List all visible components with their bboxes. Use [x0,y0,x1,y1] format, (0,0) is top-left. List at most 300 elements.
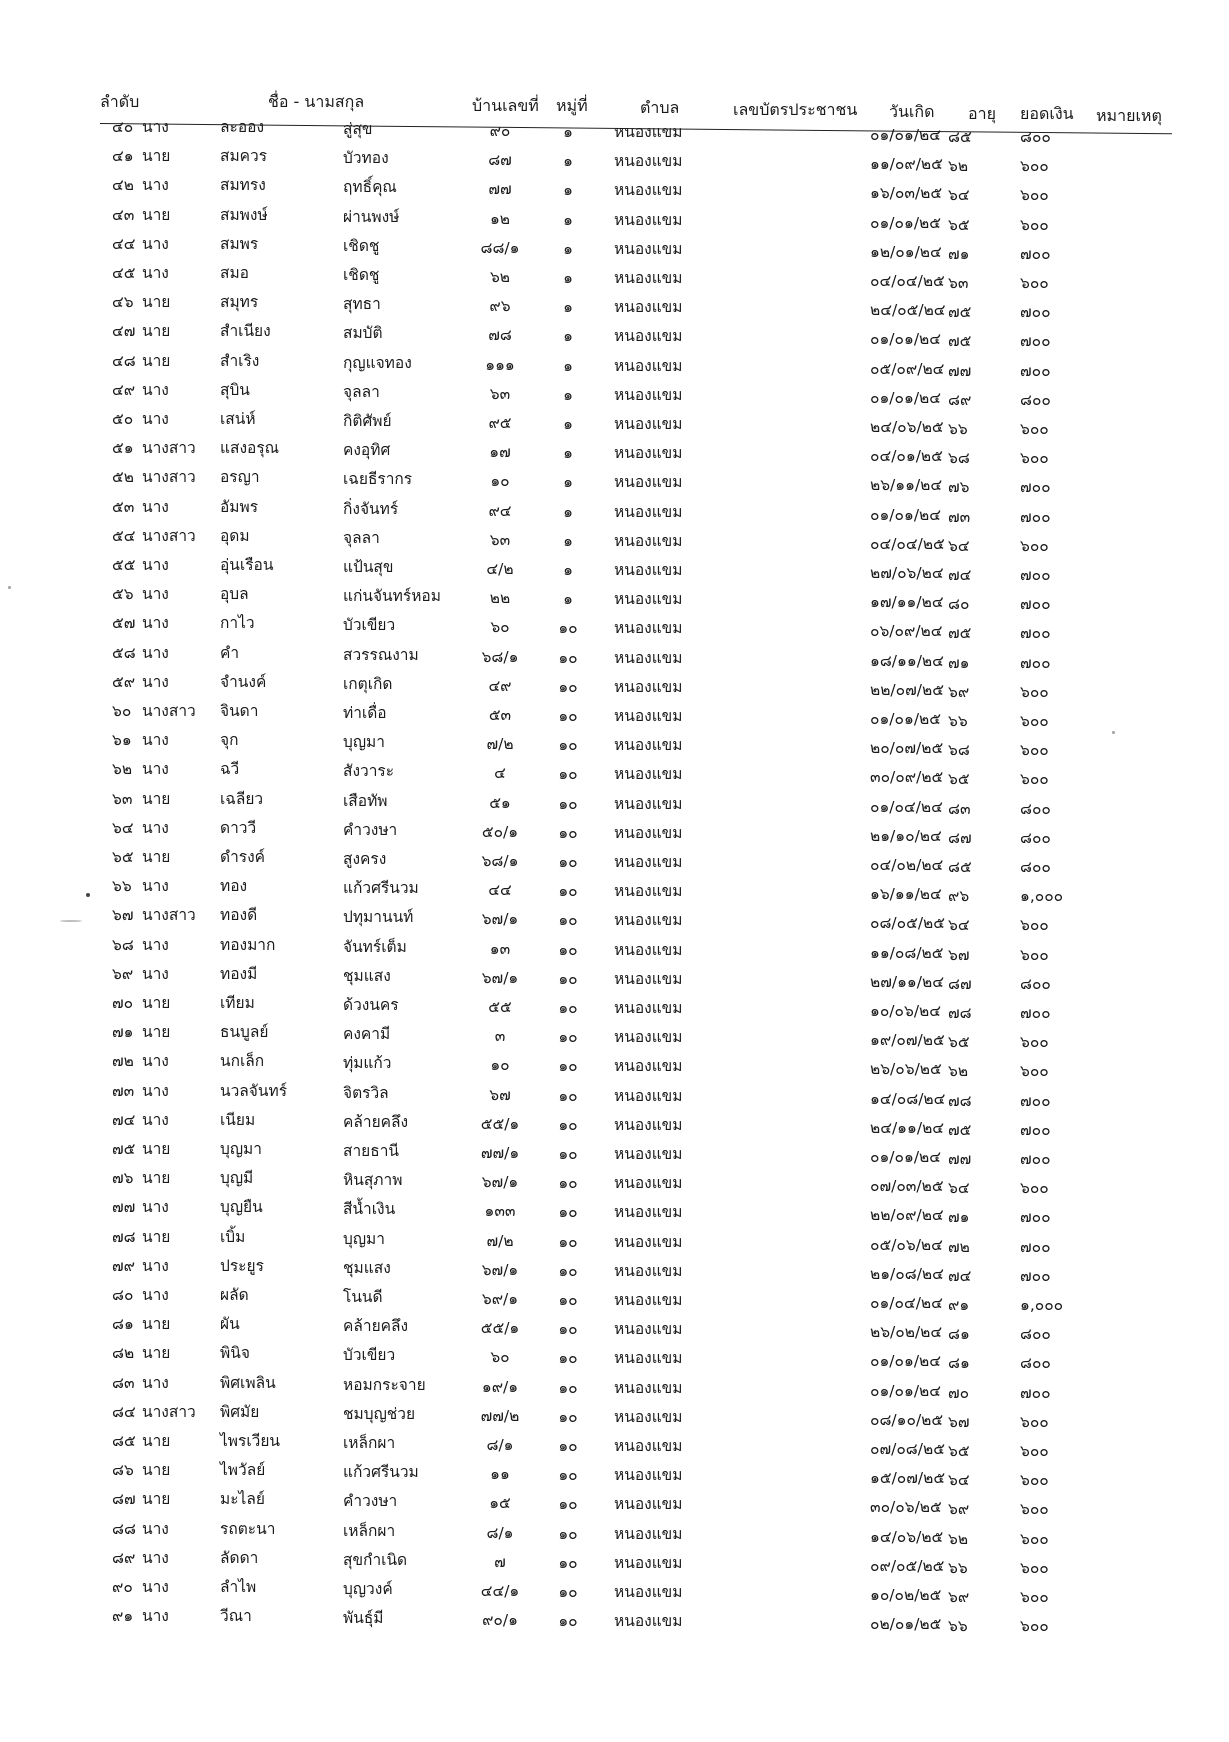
row-tambon: หนองแขม [614,444,683,463]
table-row [0,233,1229,261]
row-age: ๖๖ [948,420,968,438]
row-birth-date: ๒๗/๐๖/๒๔ [870,564,944,582]
row-amount: ๗๐๐ [1020,332,1051,351]
row-house-number: ๑๑ [490,1465,510,1484]
row-birth-date: ๐๑/๐๔/๒๔ [870,1294,943,1312]
row-birth-date: ๐๑/๐๑/๒๔ [870,505,941,524]
row-house-number: ๑๓๓ [484,1202,516,1221]
row-moo: ๑ [563,152,573,171]
row-age: ๖๙ [948,682,970,701]
row-title: นาง [142,176,169,195]
row-tambon: หนองแขม [614,1466,683,1485]
row-title: นาย [142,351,171,370]
header-id-card: เลขบัตรประชาชน [733,100,858,119]
row-birth-date: ๑๒/๐๑/๒๔ [870,242,942,261]
row-number: ๖๑ [112,731,132,750]
row-tambon: หนองแขม [614,1115,683,1134]
row-tambon: หนองแขม [614,1291,683,1309]
row-tambon: หนองแขม [614,648,683,667]
row-number: ๘๗ [112,1490,136,1509]
row-house-number: ๖๗/๑ [481,1173,519,1192]
row-age: ๗๐ [948,1383,970,1402]
table-row [0,1196,1229,1227]
row-number: ๖๙ [112,964,134,983]
row-first-name: อุบล [220,585,249,604]
row-house-number: ๔๔ [488,881,512,900]
row-number: ๗๖ [112,1169,134,1188]
row-amount: ๖๐๐ [1020,1179,1049,1198]
table-row [0,700,1229,728]
row-birth-date: ๐๑/๐๑/๒๔ [870,1352,941,1371]
table-row [0,1021,1229,1052]
row-amount: ๖๐๐ [1020,274,1049,292]
table-row [0,437,1229,468]
row-age: ๖๕ [948,770,970,789]
row-last-name: โนนดี [343,1288,383,1306]
row-tambon: หนองแขม [614,415,683,433]
row-tambon: หนองแขม [614,1495,683,1514]
row-tambon: หนองแขม [614,823,683,842]
row-birth-date: ๑๖/๑๑/๒๔ [870,885,942,904]
table-row [0,262,1229,290]
row-age: ๗๒ [948,1237,970,1256]
row-house-number: ๑๙/๑ [481,1377,519,1396]
row-first-name: อุดม [220,526,250,545]
row-birth-date: ๑๗/๑๑/๒๔ [870,593,944,612]
row-last-name: กิติศัพย์ [343,412,392,430]
row-moo: ๑๐ [558,1086,578,1105]
row-birth-date: ๑๐/๐๖/๒๔ [870,1002,941,1020]
row-birth-date: ๑๑/๐๘/๒๕ [870,943,944,962]
row-tambon: หนองแขม [614,794,683,813]
row-birth-date: ๐๔/๐๔/๒๕ [870,272,945,290]
table-row [0,642,1229,670]
row-tambon: หนองแขม [614,298,683,317]
row-moo: ๑ [563,531,573,550]
row-number: ๗๑ [112,1023,134,1042]
row-number: ๘๘ [112,1519,136,1538]
row-title: นาง [142,672,169,691]
table-row [0,1401,1229,1429]
row-first-name: จินดา [220,702,259,720]
row-tambon: หนองแขม [614,590,683,609]
row-tambon: หนองแขม [614,1174,683,1193]
row-title: นาย [142,205,171,224]
row-number: ๘๙ [112,1548,136,1567]
row-number: ๕๘ [112,643,136,662]
row-number: ๕๓ [112,497,135,516]
row-title: นาง [142,1548,169,1567]
header-no: ลำดับ [100,92,140,111]
table-row [0,934,1229,962]
row-first-name: ผลัด [220,1286,249,1304]
row-moo: ๑๐ [558,677,578,696]
row-birth-date: ๒๑/๑๐/๒๔ [870,826,942,845]
row-tambon: หนองแขม [614,765,683,784]
row-birth-date: ๐๙/๐๕/๒๕ [870,1556,945,1575]
row-tambon: หนองแขม [614,123,683,141]
row-age: ๖๔ [948,1471,970,1490]
row-moo: ๑๐ [558,1232,578,1251]
row-birth-date: ๐๑/๐๑/๒๔ [870,1148,941,1166]
row-title: นาย [142,848,171,866]
row-amount: ๖๐๐ [1020,536,1049,555]
row-title: นาง [142,1198,169,1217]
row-title: นางสาว [142,702,196,720]
row-amount: ๗๐๐ [1020,1120,1051,1139]
row-age: ๖๒ [948,157,969,176]
row-moo: ๑๐ [558,1115,578,1134]
row-tambon: หนองแขม [614,1320,683,1339]
row-amount: ๘๐๐ [1020,974,1051,993]
row-title: นางสาว [142,468,196,487]
row-amount: ๗๐๐ [1020,653,1051,672]
row-tambon: หนองแขม [614,736,683,755]
row-amount: ๗๐๐ [1020,1150,1051,1168]
row-amount: ๖๐๐ [1020,1412,1049,1431]
row-amount: ๖๐๐ [1020,1529,1049,1548]
row-age: ๗๑ [948,244,970,263]
row-number: ๗๕ [112,1140,136,1158]
row-amount: ๖๐๐ [1020,1442,1049,1460]
row-moo: ๑ [563,590,573,609]
row-birth-date: ๐๕/๐๖/๒๔ [870,1235,943,1254]
row-age: ๗๑ [948,653,970,672]
table-row [0,1342,1229,1373]
row-first-name: เบิ้ม [220,1227,246,1246]
row-age: ๖๙ [948,1500,970,1519]
row-birth-date: ๑๐/๐๒/๒๕ [870,1586,942,1604]
row-last-name: สมบัติ [343,324,383,343]
row-birth-date: ๐๑/๐๑/๒๕ [870,213,941,232]
row-tambon: หนองแขม [614,619,683,638]
row-number: ๔๐ [112,118,134,136]
row-last-name: ชมบุญช่วย [343,1404,416,1423]
table-row [0,904,1229,935]
row-title: นาย [142,789,171,808]
row-last-name: ฤทธิ์คุณ [343,178,397,197]
row-moo: ๑ [563,415,573,433]
row-moo: ๑๐ [558,765,578,784]
row-title: นาย [142,1315,171,1334]
row-house-number: ๔ [494,764,506,783]
row-house-number: ๖๗/๑ [481,910,519,929]
row-birth-date: ๒๑/๐๘/๒๔ [870,1264,944,1283]
row-number: ๕๙ [112,672,136,691]
row-age: ๖๙ [948,1588,970,1606]
row-amount: ๗๐๐ [1020,1266,1051,1285]
row-house-number: ๗๘ [488,326,512,345]
row-tambon: หนองแขม [614,677,683,696]
row-tambon: หนองแขม [614,999,683,1017]
row-last-name: ชุมแสง [343,966,391,985]
row-amount: ๘๐๐ [1020,390,1051,409]
row-birth-date: ๑๕/๐๗/๒๕ [870,1469,946,1488]
row-last-name: สุทธา [343,295,381,314]
row-house-number: ๔๙ [488,676,512,695]
row-last-name: เฉยธีรากร [343,470,413,489]
row-number: ๘๖ [112,1461,134,1480]
row-age: ๖๒ [948,1062,969,1081]
row-tambon: หนองแขม [614,911,683,930]
row-number: ๖๖ [112,877,132,896]
row-number: ๗๔ [112,1110,136,1129]
row-last-name: ท่าเดื่อ [343,704,387,722]
row-last-name: ทุ่มแก้ว [343,1054,392,1073]
row-tambon: หนองแขม [614,152,683,171]
header-moo: หมู่ที่ [556,96,588,115]
row-amount: ๗๐๐ [1020,1004,1051,1022]
row-number: ๘๓ [112,1373,135,1392]
header-amount: ยอดเงิน [1020,104,1074,123]
row-number: ๖๓ [112,789,133,808]
row-house-number: ๖๙/๑ [481,1290,519,1308]
row-birth-date: ๓๐/๐๙/๒๕ [870,768,944,787]
row-first-name: ไพวัลย์ [220,1461,266,1480]
row-amount: ๖๐๐ [1020,712,1049,730]
row-number: ๔๕ [112,264,136,282]
row-house-number: ๕๓ [488,706,512,724]
row-moo: ๑ [563,385,573,404]
row-title: นาย [142,147,171,166]
row-first-name: ฉวี [220,760,240,779]
row-age: ๗๔ [948,1266,972,1285]
row-birth-date: ๐๗/๐๓/๒๕ [870,1177,944,1196]
row-moo: ๑๐ [558,619,578,638]
row-last-name: คงอุทิศ [343,441,391,460]
table-row [0,1459,1229,1490]
row-last-name: แก่นจันทร์หอม [343,587,441,606]
row-last-name: สีน้ำเงิน [343,1200,396,1219]
row-house-number: ๖๓ [489,384,511,403]
row-first-name: นวลจันทร์ [220,1081,288,1100]
row-first-name: สำเริง [220,351,260,370]
row-amount: ๖๐๐ [1020,1617,1049,1636]
row-amount: ๖๐๐ [1020,945,1049,964]
row-number: ๔๗ [112,322,136,341]
table-row [0,1167,1229,1198]
row-age: ๖๔ [948,536,970,555]
row-age: ๗๘ [948,1004,972,1022]
row-first-name: นกเล็ก [220,1052,265,1071]
row-moo: ๑ [563,561,573,579]
row-amount: ๖๐๐ [1020,449,1049,468]
row-moo: ๑๐ [558,707,578,725]
row-first-name: สมควร [220,147,268,166]
row-birth-date: ๐๑/๐๑/๒๔ [870,388,941,407]
row-age: ๘๗ [948,828,972,847]
row-first-name: ประยูร [220,1256,264,1275]
row-moo: ๑ [563,298,573,317]
row-first-name: ทองดี [220,906,258,925]
row-moo: ๑๐ [558,1174,578,1193]
row-age: ๗๖ [948,478,970,497]
row-moo: ๑๐ [558,1261,578,1280]
row-house-number: ๕๑ [489,793,511,812]
row-house-number: ๙๕ [488,414,512,432]
row-first-name: ดาววี [220,818,257,837]
row-amount: ๗๐๐ [1020,1208,1051,1227]
row-house-number: ๗/๒ [486,1231,514,1250]
row-birth-date: ๒๔/๐๕/๒๔ [870,301,946,320]
row-amount: ๘๐๐ [1020,858,1051,876]
row-last-name: บุญมา [343,733,385,752]
row-last-name: สุขกำเนิด [343,1550,408,1569]
row-first-name: สมอ [220,264,249,282]
row-title: นาย [142,1432,171,1450]
row-birth-date: ๐๕/๐๙/๒๔ [870,359,945,378]
row-birth-date: ๐๔/๐๑/๒๕ [870,447,943,466]
row-number: ๗๐ [112,994,134,1012]
row-birth-date: ๑๙/๐๗/๒๕ [870,1031,945,1050]
row-moo: ๑๐ [558,1291,578,1309]
row-moo: ๑๐ [558,1028,578,1047]
row-amount: ๗๐๐ [1020,244,1051,263]
row-first-name: เนียม [220,1110,256,1129]
table-row [0,1138,1229,1166]
row-title: นาย [142,1169,171,1188]
row-moo: ๑๐ [558,1466,578,1485]
row-title: นางสาว [142,1402,196,1421]
row-first-name: ผัน [220,1315,240,1334]
row-title: นาง [142,818,169,837]
row-house-number: ๒๒ [489,589,511,608]
row-last-name: คล้ายคลึง [343,1112,409,1131]
row-first-name: บุญมา [220,1140,262,1158]
row-age: ๗๘ [948,1091,972,1110]
row-house-number: ๑๗ [489,443,511,462]
row-birth-date: ๐๑/๐๑/๒๔ [870,126,941,144]
row-age: ๖๓ [948,274,969,292]
row-number: ๖๗ [112,906,134,925]
table-row [0,1488,1229,1519]
row-number: ๕๖ [112,585,134,604]
row-house-number: ๖๒ [489,268,511,286]
row-first-name: สมพงษ์ [220,205,268,224]
row-title: นาง [142,410,169,428]
row-tambon: หนองแขม [614,502,683,521]
row-title: นาย [142,1023,171,1042]
row-birth-date: ๒๒/๐๗/๒๕ [870,680,944,699]
row-house-number: ๖๗ [489,1085,511,1104]
row-title: นาง [142,1373,169,1392]
row-birth-date: ๐๘/๑๐/๒๕ [870,1410,944,1429]
row-number: ๖๐ [112,702,132,720]
row-title: นาง [142,964,169,983]
row-house-number: ๖๗/๑ [481,968,519,987]
row-house-number: ๖๐ [490,1348,510,1367]
table-row [0,963,1229,991]
row-first-name: จุก [220,731,239,750]
row-birth-date: ๒๗/๑๑/๒๔ [870,972,944,991]
row-age: ๖๕ [948,215,970,234]
row-number: ๘๕ [112,1432,136,1450]
table-row [0,466,1229,497]
row-number: ๙๑ [112,1607,134,1626]
row-last-name: เกตุเกิด [343,674,393,693]
row-number: ๔๖ [112,293,134,312]
row-amount: ๘๐๐ [1020,799,1051,818]
row-tambon: หนองแขม [614,473,683,492]
row-tambon: หนองแขม [614,1261,683,1280]
row-number: ๖๒ [112,760,133,779]
row-moo: ๑ [563,327,573,346]
scan-speck [8,586,11,589]
row-birth-date: ๐๑/๐๑/๒๕ [870,710,941,728]
row-birth-date: ๒๔/๐๖/๒๕ [870,418,944,436]
row-first-name: เสน่ห์ [220,410,256,428]
row-number: ๕๐ [112,410,134,428]
row-last-name: คำวงษา [343,820,398,839]
row-last-name: สวรรณงาม [343,645,419,664]
row-first-name: ไพรเวียน [220,1432,281,1450]
table-row [0,612,1229,643]
row-house-number: ๔๔/๑ [480,1582,520,1600]
table-row [0,496,1229,524]
row-title: นาง [142,1607,169,1626]
row-moo: ๑๐ [558,999,578,1017]
row-last-name: เชิดชู [343,266,380,284]
table-row [0,291,1229,322]
row-last-name: ปทุมานนท์ [343,908,414,927]
row-amount: ๗๐๐ [1020,624,1051,643]
row-moo: ๑ [563,181,573,200]
table-row [0,671,1229,699]
row-age: ๖๕ [948,1033,970,1052]
scan-speck [1112,731,1115,734]
row-last-name: จุลลา [343,382,380,401]
table-row [0,116,1229,144]
table-row [0,174,1229,205]
table-row [0,758,1229,789]
row-tambon: หนองแขม [614,210,683,229]
row-first-name: บุญยืน [220,1198,263,1217]
row-birth-date: ๑๔/๐๖/๒๕ [870,1527,944,1546]
row-number: ๔๙ [112,380,136,399]
row-amount: ๗๐๐ [1020,1237,1051,1256]
row-birth-date: ๒๐/๐๗/๒๕ [870,739,944,758]
row-number: ๖๘ [112,935,134,954]
row-amount: ๖๐๐ [1020,1471,1049,1490]
row-moo: ๑๐ [558,911,578,930]
row-amount: ๗๐๐ [1020,361,1051,380]
row-last-name: บัวเขียว [343,616,396,635]
table-row [0,350,1229,378]
row-moo: ๑๐ [558,1378,578,1397]
row-house-number: ๑๑๑ [485,355,515,374]
row-last-name: เชิดชู [343,236,380,255]
row-number: ๗๙ [112,1256,136,1275]
row-moo: ๑๐ [558,940,578,959]
row-last-name: สู่สุข [343,120,373,138]
row-moo: ๑ [563,269,573,287]
row-moo: ๑ [563,473,573,492]
row-age: ๖๖ [948,712,968,730]
row-tambon: หนองแขม [614,969,683,988]
row-title: นาง [142,731,169,750]
table-row [0,320,1229,351]
row-age: ๘๗ [948,974,972,993]
row-house-number: ๙๖ [489,297,511,316]
row-last-name: บัวทอง [343,149,389,168]
row-moo: ๑๐ [558,1145,578,1163]
row-first-name: ลัดดา [220,1548,259,1567]
row-tambon: หนองแขม [614,561,683,579]
row-first-name: อัมพร [220,497,259,516]
row-age: ๗๓ [948,507,971,526]
row-moo: ๑ [563,123,573,141]
table-row [0,846,1229,874]
